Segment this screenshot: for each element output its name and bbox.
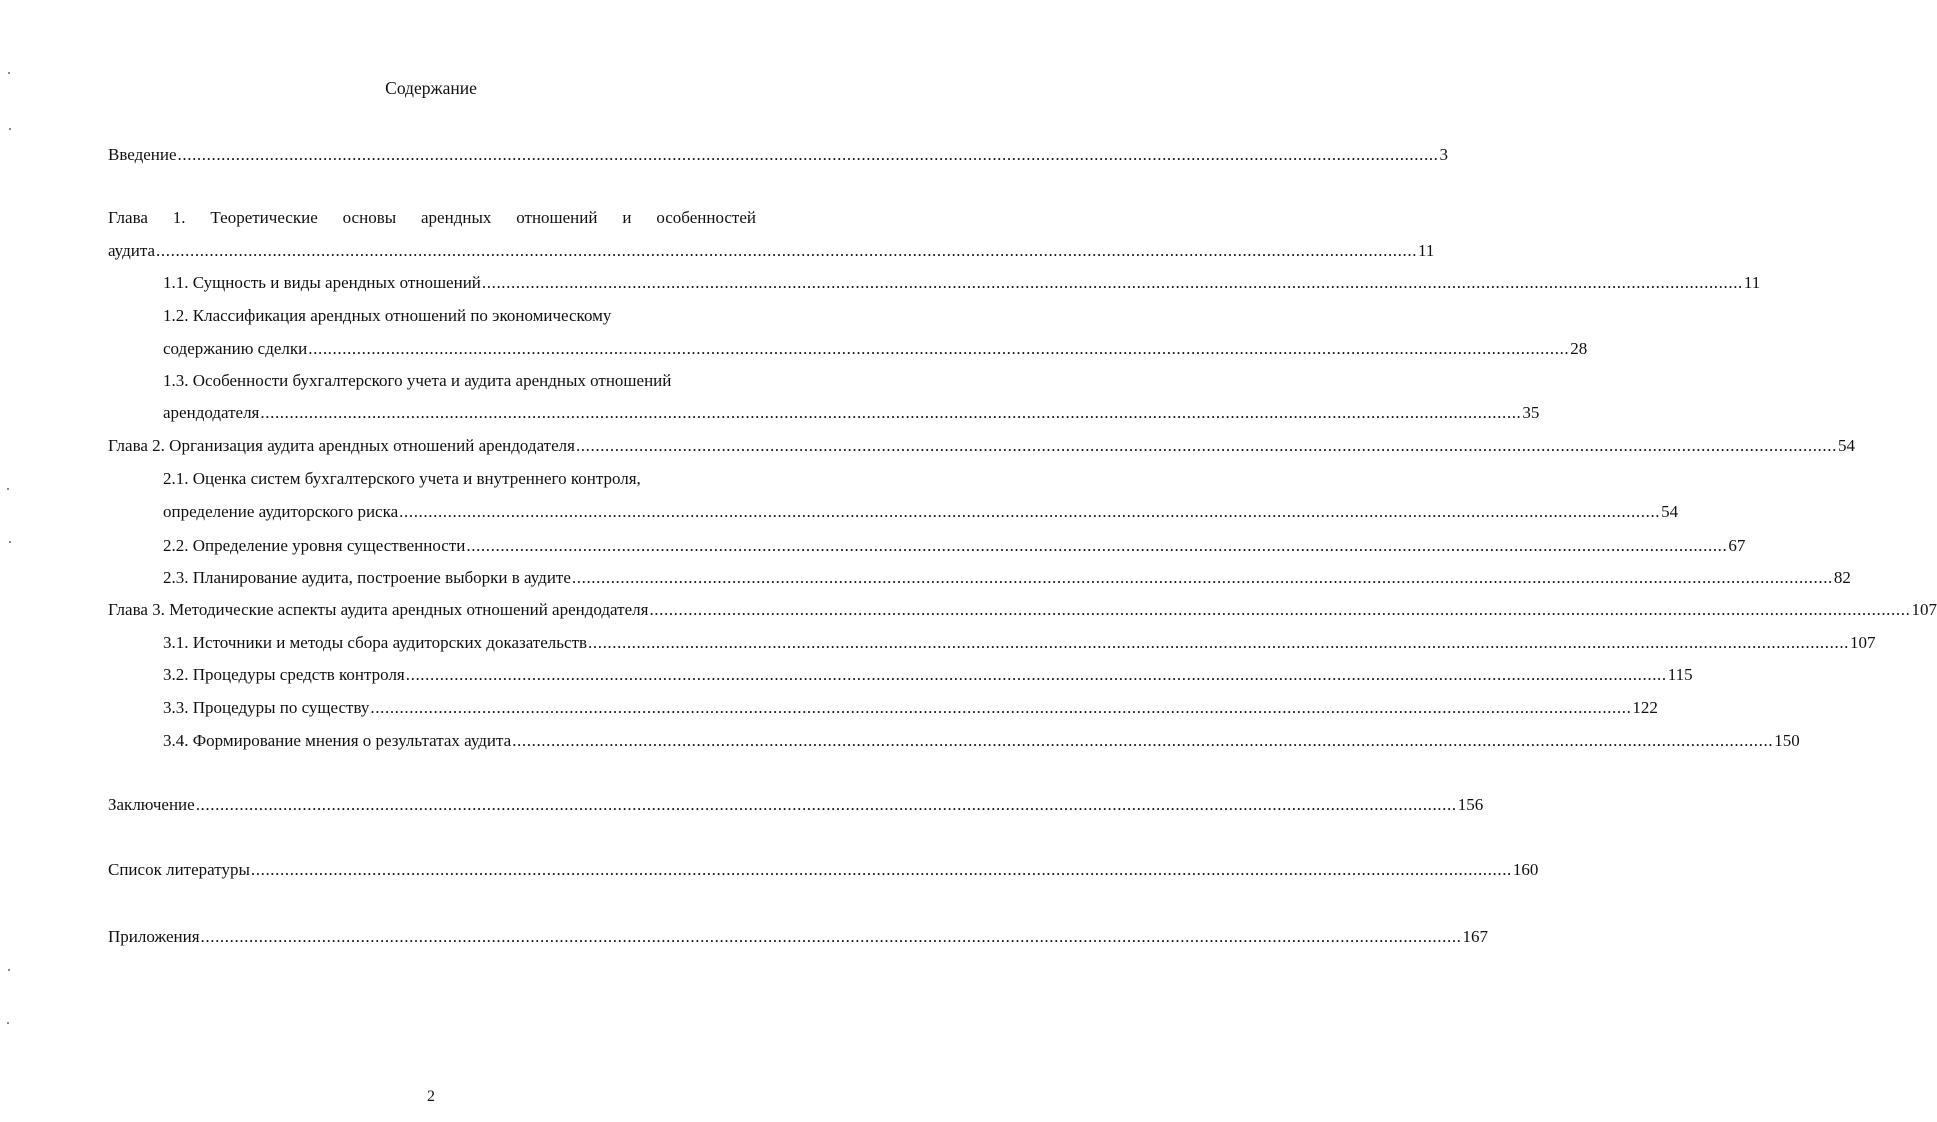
toc-label: определение аудиторского риска: [163, 502, 399, 521]
toc-page-number: 28: [1570, 339, 1588, 358]
toc-entry-section-2-1-line1: 2.1. Оценка систем бухгалтерского учета и внутреннего контроля,: [163, 469, 641, 488]
toc-page-number: 54: [1661, 502, 1679, 521]
dot-leader: ....................................................................................................................................................................................................................................................................: [260, 403, 1522, 422]
toc-label: Заключение: [108, 795, 195, 814]
toc-entry-section-2-2: [163, 535, 1746, 557]
dot-leader: ....................................................................................................................................................................................................................................................................: [308, 339, 1570, 358]
toc-label: 3.3. Процедуры по существу: [163, 698, 370, 717]
toc-page-number: 67: [1728, 536, 1746, 555]
toc-entry-appendices: [108, 926, 1489, 948]
toc-label: Приложения: [108, 927, 200, 946]
dot-leader: ....................................................................................................................................................................................................................................................................: [177, 145, 1439, 164]
toc-entry-section-1-3-line1: 1.3. Особенности бухгалтерского учета и аудита арендных отношений: [163, 371, 672, 390]
toc-label: Введение: [108, 145, 177, 164]
dot-leader: ....................................................................................................................................................................................................................................................................: [571, 568, 1833, 587]
toc-page-number: 11: [1743, 273, 1761, 292]
toc-label: аудита: [108, 241, 156, 260]
toc-page-number: 122: [1632, 698, 1658, 717]
toc-entry-chapter-2: [108, 435, 1855, 457]
dot-leader: ....................................................................................................................................................................................................................................................................: [575, 436, 1837, 455]
dot-leader: ....................................................................................................................................................................................................................................................................: [512, 731, 1774, 750]
toc-entry-section-3-4: [163, 730, 1800, 752]
toc-page-number: 107: [1911, 600, 1937, 619]
toc-page-number: 3: [1439, 145, 1449, 164]
toc-entry-section-1-2: [163, 338, 1588, 360]
toc-entry-section-3-1: [163, 632, 1876, 654]
dot-leader: ....................................................................................................................................................................................................................................................................: [195, 795, 1457, 814]
scan-speck: [9, 541, 11, 543]
toc-page-number: 82: [1833, 568, 1851, 587]
toc-label: 2.2. Определение уровня существенности: [163, 536, 466, 555]
toc-page-number: 54: [1837, 436, 1855, 455]
scan-speck: [8, 72, 10, 74]
dot-leader: ....................................................................................................................................................................................................................................................................: [405, 665, 1667, 684]
toc-label: Список литературы: [108, 860, 250, 879]
toc-entry-references: [108, 859, 1539, 881]
scan-speck: [7, 1022, 9, 1024]
toc-page-number: 156: [1457, 795, 1484, 814]
toc-label: 3.1. Источники и методы сбора аудиторских доказательств: [163, 633, 588, 652]
toc-page-number: 167: [1462, 927, 1489, 946]
toc-label: содержанию сделки: [163, 339, 308, 358]
dot-leader: ....................................................................................................................................................................................................................................................................: [466, 536, 1728, 555]
toc-entry-chapter-1: [108, 240, 1435, 262]
toc-page-number: 11: [1418, 241, 1435, 260]
dot-leader: ....................................................................................................................................................................................................................................................................: [200, 927, 1462, 946]
toc-entry-chapter-3: [108, 599, 1937, 621]
toc-label: 3.2. Процедуры средств контроля: [163, 665, 405, 684]
toc-entry-conclusion: [108, 794, 1484, 816]
dot-leader: ....................................................................................................................................................................................................................................................................: [588, 633, 1850, 652]
dot-leader: ....................................................................................................................................................................................................................................................................: [370, 698, 1632, 717]
toc-entry-section-1-2-line1: 1.2. Классификация арендных отношений по экономическому: [163, 306, 612, 325]
toc-entry-section-1-1: [163, 272, 1761, 294]
scan-speck: [8, 969, 10, 971]
page-title: Содержание: [385, 78, 477, 98]
toc-label: 1.1. Сущность и виды арендных отношений: [163, 273, 481, 292]
toc-label: Глава 2. Организация аудита арендных отношений арендодателя: [108, 436, 575, 455]
toc-entry-section-2-1: [163, 501, 1679, 523]
scan-speck: [7, 488, 9, 490]
toc-label: арендодателя: [163, 403, 260, 422]
toc-page-number: 150: [1774, 731, 1800, 750]
dot-leader: ....................................................................................................................................................................................................................................................................: [250, 860, 1512, 879]
toc-label: 3.4. Формирование мнения о результатах аудита: [163, 731, 512, 750]
toc-label: 2.3. Планирование аудита, построение выборки в аудите: [163, 568, 571, 587]
dot-leader: ....................................................................................................................................................................................................................................................................: [156, 241, 1418, 260]
scan-speck: [9, 128, 11, 130]
dot-leader: ....................................................................................................................................................................................................................................................................: [399, 502, 1661, 521]
toc-label: Глава 3. Методические аспекты аудита арендных отношений арендодателя: [108, 600, 649, 619]
page-number: 2: [427, 1088, 435, 1105]
toc-entry-section-2-3: [163, 567, 1851, 589]
toc-page-number: 160: [1512, 860, 1539, 879]
dot-leader: ....................................................................................................................................................................................................................................................................: [481, 273, 1743, 292]
toc-entry-section-1-3: [163, 402, 1540, 424]
toc-entry-section-3-3: [163, 697, 1658, 719]
toc-page-number: 115: [1667, 665, 1693, 684]
toc-entry-section-3-2: [163, 664, 1693, 686]
dot-leader: ....................................................................................................................................................................................................................................................................: [649, 600, 1911, 619]
toc-page-number: 35: [1522, 403, 1540, 422]
toc-entry-introduction: [108, 144, 1449, 166]
toc-entry-chapter-1-line1: Глава 1. Теоретические основы арендных отношений и особенностей: [108, 208, 756, 227]
toc-page-number: 107: [1850, 633, 1876, 652]
